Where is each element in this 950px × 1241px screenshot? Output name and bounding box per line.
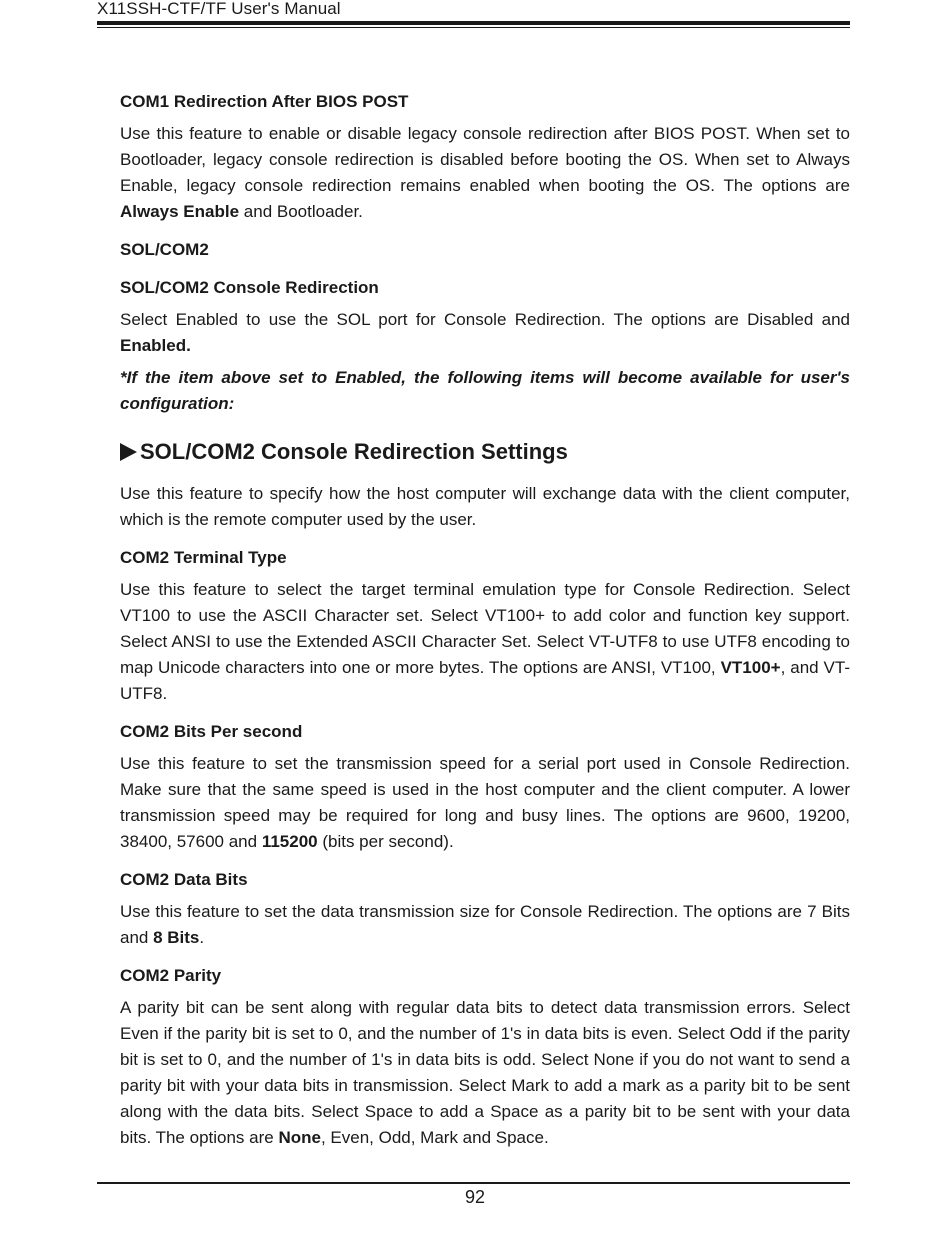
section-title-text: SOL/COM2 Console Redirection Settings xyxy=(140,439,568,464)
header-rule xyxy=(97,21,850,25)
heading-com2-parity: COM2 Parity xyxy=(120,966,222,985)
default-option: 115200 xyxy=(261,832,318,851)
default-option: VT100+ xyxy=(720,658,781,677)
text-run: A parity bit can be sent along with regular data bits to detect data transmission errors. Select Even if the parity bit is set to 0, and the number of 1's in data bits is even. Select Odd if the parity bit is set to 0, and the number of 1's in data bits is odd. Select None if you do not want to send a parity bit with your data bits in transmission. Select Mark to add a mark as a parity bit to be sent along with the data bits. Select Space to add a Space as a parity bit to be sent with your data bits. The options are xyxy=(120,998,850,1147)
paragraph-com2-terminal-type xyxy=(120,577,850,707)
text-run: Select Enabled to use the SOL port for Console Redirection. The options are Disabled and xyxy=(120,310,850,329)
default-option: 8 Bits xyxy=(153,928,200,947)
text-run: Use this feature to enable or disable legacy console redirection after BIOS POST. When set to Bootloader, legacy console redirection is disabled before booting the OS. When set to Always Enable, legacy console redirection remains enabled when booting the OS. The options are xyxy=(120,124,850,195)
heading-com1-redirection: COM1 Redirection After BIOS POST xyxy=(120,92,409,111)
text-run: , Even, Odd, Mark and Space. xyxy=(320,1128,549,1147)
page-header-title: X11SSH-CTF/TF User's Manual xyxy=(97,0,341,18)
availability-note: *If the item above set to Enabled, the following items will become available for user's configuration: xyxy=(120,368,850,413)
paragraph-console-redirection-settings: Use this feature to specify how the host computer will exchange data with the client computer, which is the remote computer used by the user. xyxy=(120,484,850,529)
heading-sol-com2: SOL/COM2 xyxy=(120,240,209,259)
paragraph-com2-parity xyxy=(120,995,850,1151)
section-title-console-redirection-settings xyxy=(120,437,850,467)
text-run: Use this feature to set the data transmission size for Console Redirection. The options are 7 Bits and xyxy=(120,902,850,947)
paragraph-com1-redirection xyxy=(120,121,850,225)
heading-com2-terminal-type: COM2 Terminal Type xyxy=(120,548,287,567)
default-option: None xyxy=(278,1128,321,1147)
heading-sol-com2-console-redirection: SOL/COM2 Console Redirection xyxy=(120,278,379,297)
paragraph-sol-com2-console-redirection xyxy=(120,307,850,359)
default-option: Enabled. xyxy=(120,336,191,355)
manual-content xyxy=(120,89,850,1151)
footer-rule xyxy=(97,1182,850,1184)
heading-com2-bits-per-second: COM2 Bits Per second xyxy=(120,722,303,741)
page-number: 92 xyxy=(464,1187,486,1207)
text-run: . xyxy=(199,928,205,947)
text-run: (bits per second). xyxy=(317,832,454,851)
heading-com2-data-bits: COM2 Data Bits xyxy=(120,870,248,889)
default-option: Always Enable xyxy=(120,202,240,221)
triangle-right-icon xyxy=(120,443,137,461)
text-run: Use this feature to set the transmission speed for a serial port used in Console Redirection. Make sure that the same speed is used in the host computer and the client computer. A lower transmission speed may be required for long and busy lines. The options are 9600, 19200, 38400, 57600 and xyxy=(120,754,850,851)
paragraph-com2-data-bits xyxy=(120,899,850,951)
text-run: and Bootloader. xyxy=(239,202,363,221)
paragraph-com2-bits-per-second xyxy=(120,751,850,855)
header-rule-thin xyxy=(97,27,850,28)
text-run: Use this feature to select the target terminal emulation type for Console Redirection. Select VT100 to use the ASCII Character set. Select VT100+ to add color and function key support. Select ANSI to use the Extended ASCII Character Set. Select VT-UTF8 to use UTF8 encoding to map Unicode characters into one or more bytes. The options are ANSI, VT100, xyxy=(120,580,850,677)
text-run: , and VT-UTF8. xyxy=(120,658,850,703)
